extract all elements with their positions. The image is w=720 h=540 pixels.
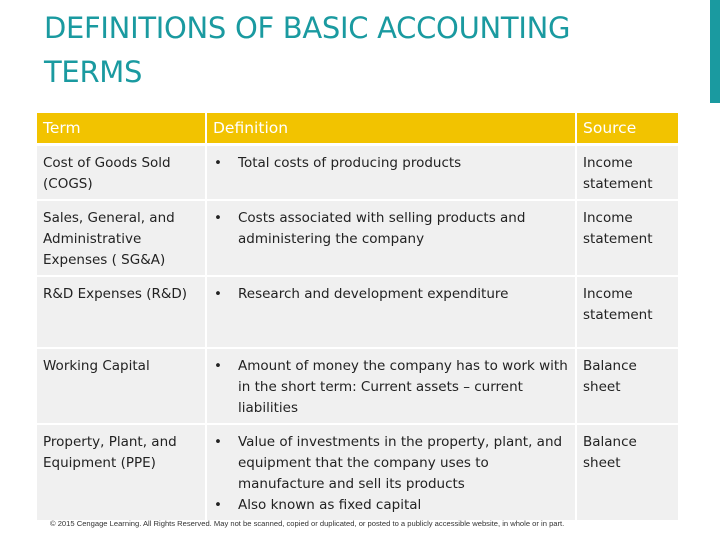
- table-row: [37, 199, 678, 275]
- definition-cell: [207, 275, 577, 347]
- table-row: [37, 275, 678, 347]
- table-row: [37, 347, 678, 423]
- header-source: Source: [577, 113, 678, 143]
- table-row: [37, 423, 678, 520]
- definition-cell: [207, 347, 577, 423]
- page-title: DEFINITIONS OF BASIC ACCOUNTING TERMS: [44, 11, 571, 89]
- definition-item: • Amount of money the company has to work with in the short term: Current assets – current liabilities: [238, 356, 569, 419]
- definition-cell: [207, 423, 577, 520]
- definition-item: • Also known as fixed capital: [238, 495, 569, 516]
- source-cell: Balance sheet: [577, 347, 678, 423]
- term-cell: Working Capital: [37, 347, 207, 423]
- header-definition: Definition: [207, 113, 577, 143]
- definition-item: • Research and development expenditure: [238, 284, 569, 305]
- source-cell: Income statement: [577, 275, 678, 347]
- definition-item: • Costs associated with selling products and administering the company: [238, 208, 569, 250]
- definition-item: • Value of investments in the property, plant, and equipment that the company uses to manufacture and sell its products: [238, 432, 569, 495]
- term-cell: Sales, General, and Administrative Expenses ( SG&A): [37, 199, 207, 275]
- source-cell: Balance sheet: [577, 423, 678, 520]
- definition-cell: [207, 143, 577, 199]
- definition-cell: [207, 199, 577, 275]
- header-term: Term: [37, 113, 207, 143]
- source-cell: Income statement: [577, 199, 678, 275]
- term-cell: R&D Expenses (R&D): [37, 275, 207, 347]
- definitions-table: [37, 113, 678, 520]
- definition-item: • Total costs of producing products: [238, 153, 569, 174]
- term-cell: Property, Plant, and Equipment (PPE): [37, 423, 207, 520]
- source-cell: Income statement: [577, 143, 678, 199]
- copyright-footer: © 2015 Cengage Learning. All Rights Reserved. May not be scanned, copied or duplicated, or posted to a publicly accessible website, in whole or in part.: [50, 519, 565, 528]
- table-header-row: [37, 113, 678, 143]
- term-cell: Cost of Goods Sold (COGS): [37, 143, 207, 199]
- accent-bar: [710, 0, 720, 103]
- table-row: [37, 143, 678, 199]
